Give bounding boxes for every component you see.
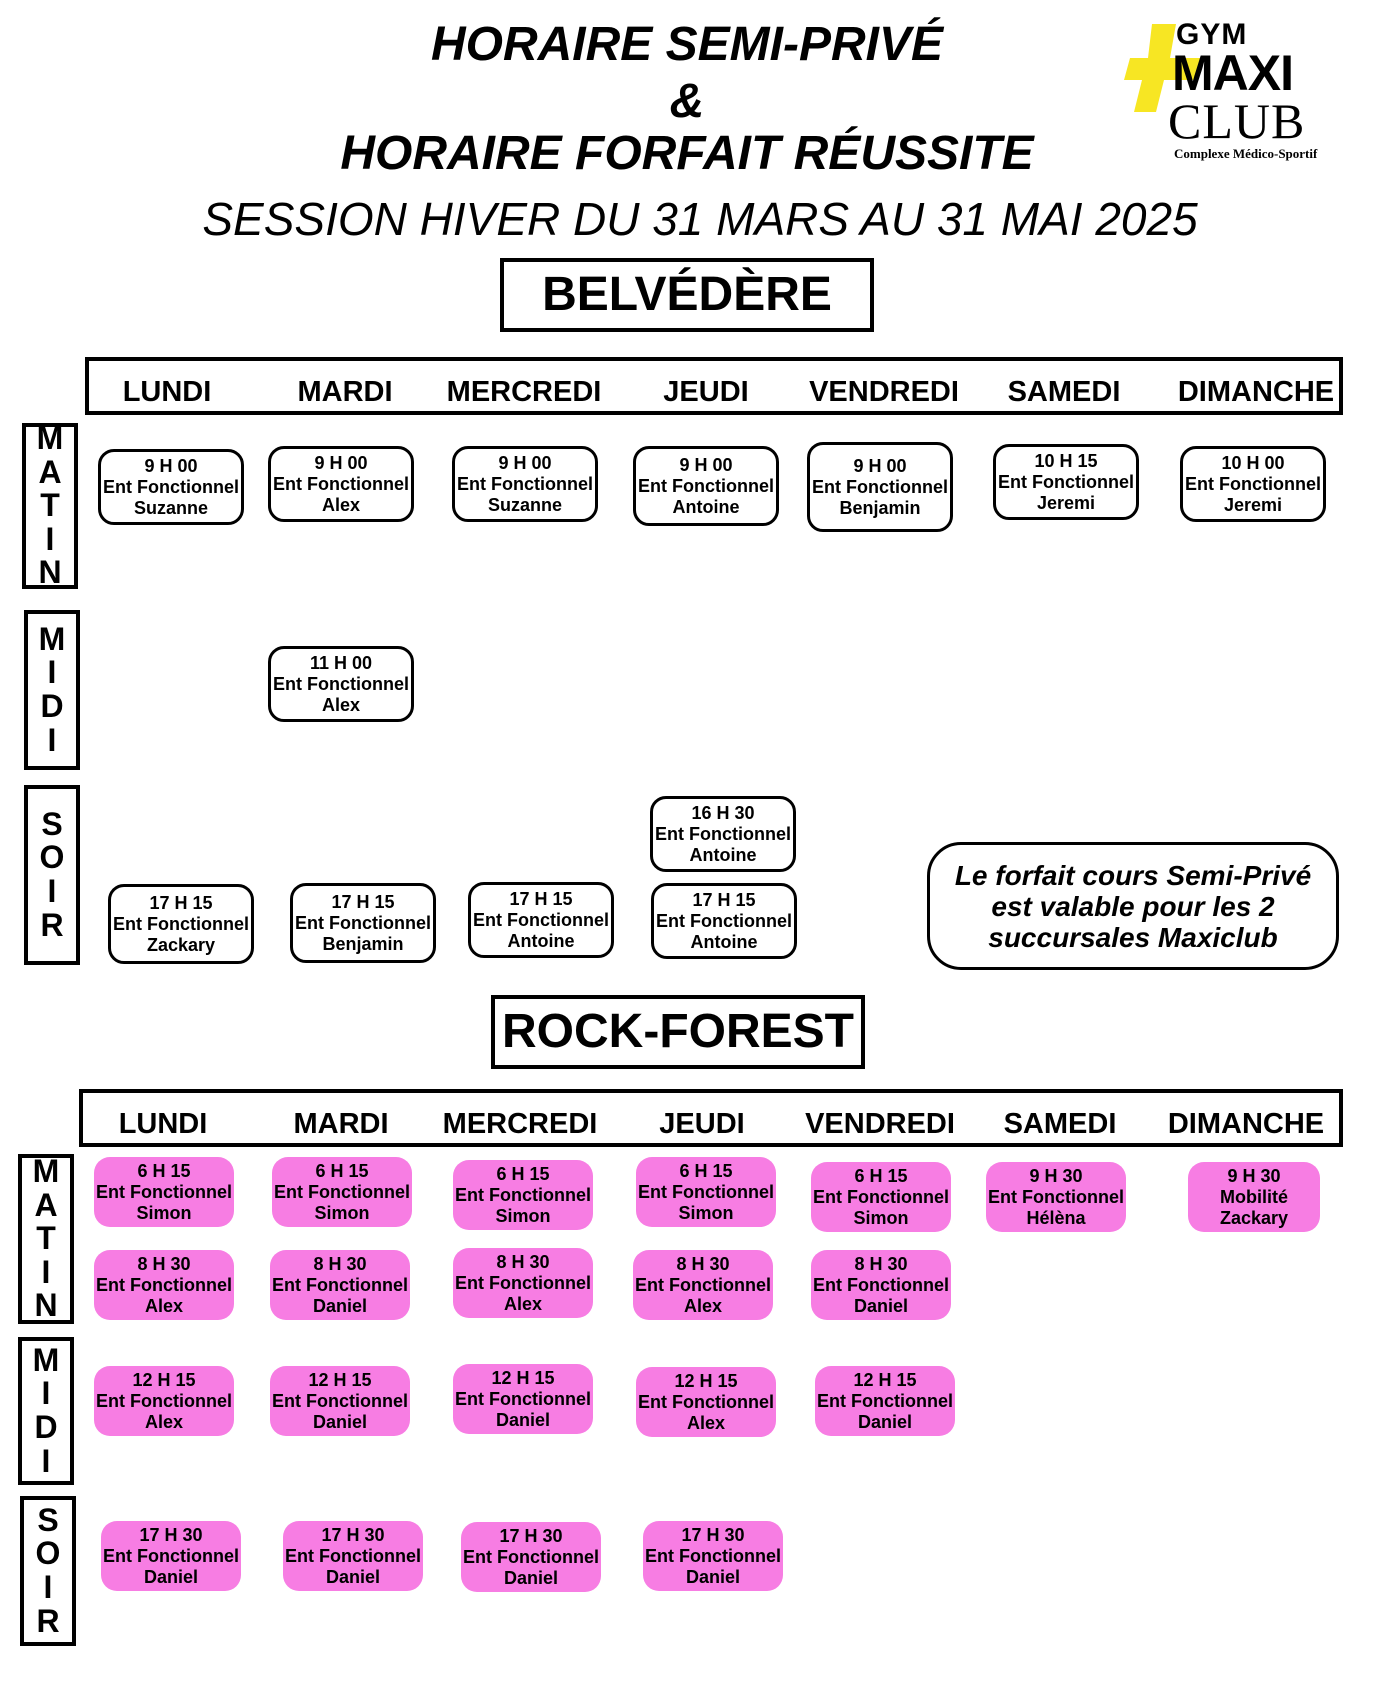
rockforest-slot-jeudi-matin-0830[interactable]: 8 H 30 Ent Fonctionnel Alex	[633, 1250, 773, 1320]
title-ampersand: &	[669, 75, 705, 128]
rockforest-slot-mercredi-matin-0830[interactable]: 8 H 30 Ent Fonctionnel Alex	[453, 1248, 593, 1318]
rockforest-period-matin: M A T I N	[18, 1154, 74, 1324]
rockforest-slot-vendredi-matin-0615[interactable]: 6 H 15 Ent Fonctionnel Simon	[811, 1162, 951, 1232]
rockforest-days-header	[79, 1089, 1343, 1147]
belvedere-slot-lundi-matin[interactable]: 9 H 00 Ent Fonctionnel Suzanne	[98, 449, 244, 525]
belvedere-day-vendredi: VENDREDI	[809, 376, 959, 408]
rockforest-slot-lundi-midi[interactable]: 12 H 15 Ent Fonctionnel Alex	[94, 1366, 234, 1436]
belvedere-slot-jeudi-soir-1630[interactable]: 16 H 30 Ent Fonctionnel Antoine	[650, 796, 796, 872]
rockforest-slot-mercredi-midi[interactable]: 12 H 15 Ent Fonctionnel Daniel	[453, 1364, 593, 1434]
logo-maxi-text: MAXI	[1172, 45, 1293, 101]
belvedere-slot-mardi-matin[interactable]: 9 H 00 Ent Fonctionnel Alex	[268, 446, 414, 522]
rockforest-slot-jeudi-midi[interactable]: 12 H 15 Ent Fonctionnel Alex	[636, 1367, 776, 1437]
belvedere-slot-mercredi-matin[interactable]: 9 H 00 Ent Fonctionnel Suzanne	[452, 446, 598, 522]
rockforest-day-mardi: MARDI	[293, 1108, 389, 1140]
logo-subtitle: Complexe Médico-Sportif	[1174, 146, 1318, 161]
rockforest-slot-jeudi-soir[interactable]: 17 H 30 Ent Fonctionnel Daniel	[643, 1521, 783, 1591]
belvedere-period-soir: S O I R	[24, 785, 80, 965]
rockforest-slot-jeudi-matin-0615[interactable]: 6 H 15 Ent Fonctionnel Simon	[636, 1157, 776, 1227]
rockforest-day-samedi: SAMEDI	[1003, 1108, 1117, 1140]
rockforest-period-midi: M I D I	[18, 1337, 74, 1485]
belvedere-days-header	[85, 357, 1343, 415]
logo-club-text: CLUB	[1168, 93, 1306, 149]
rockforest-slot-lundi-soir[interactable]: 17 H 30 Ent Fonctionnel Daniel	[101, 1521, 241, 1591]
rockforest-slot-mardi-midi[interactable]: 12 H 15 Ent Fonctionnel Daniel	[270, 1366, 410, 1436]
rockforest-slot-samedi-matin-0930[interactable]: 9 H 30 Ent Fonctionnel Hélèna	[986, 1162, 1126, 1232]
forfait-note-line3: succursales Maxiclub	[988, 921, 1278, 953]
belvedere-site-title: BELVÉDÈRE	[500, 258, 874, 332]
belvedere-day-samedi: SAMEDI	[1007, 376, 1121, 408]
belvedere-slot-mercredi-soir[interactable]: 17 H 15 Ent Fonctionnel Antoine	[468, 882, 614, 958]
belvedere-slot-jeudi-matin[interactable]: 9 H 00 Ent Fonctionnel Antoine	[633, 446, 779, 526]
belvedere-slot-samedi-matin[interactable]: 10 H 15 Ent Fonctionnel Jeremi	[993, 444, 1139, 520]
rockforest-slot-dimanche-matin-0930[interactable]: 9 H 30 Mobilité Zackary	[1188, 1162, 1320, 1232]
rockforest-period-soir: S O I R	[20, 1496, 76, 1646]
belvedere-day-jeudi: JEUDI	[663, 376, 749, 408]
rockforest-site-title: ROCK-FOREST	[491, 995, 865, 1069]
belvedere-slot-jeudi-soir-1715[interactable]: 17 H 15 Ent Fonctionnel Antoine	[651, 883, 797, 959]
rockforest-slot-mardi-matin-0830[interactable]: 8 H 30 Ent Fonctionnel Daniel	[270, 1250, 410, 1320]
rockforest-slot-mardi-soir[interactable]: 17 H 30 Ent Fonctionnel Daniel	[283, 1521, 423, 1591]
rockforest-day-dimanche: DIMANCHE	[1167, 1108, 1325, 1140]
belvedere-period-midi: M I D I	[24, 610, 80, 770]
belvedere-day-lundi: LUNDI	[122, 376, 212, 408]
logo-gym-text: GYM	[1176, 18, 1248, 51]
title-semi-prive: HORAIRE SEMI-PRIVÉ	[430, 18, 944, 71]
rockforest-day-lundi: LUNDI	[118, 1108, 208, 1140]
forfait-note-line2: est valable pour les 2	[991, 890, 1275, 922]
forfait-note-line1: Le forfait cours Semi-Privé	[954, 859, 1312, 891]
session-dates: SESSION HIVER DU 31 MARS AU 31 MAI 2025	[202, 193, 1198, 245]
forfait-note	[927, 842, 1339, 970]
belvedere-slot-mardi-soir[interactable]: 17 H 15 Ent Fonctionnel Benjamin	[290, 883, 436, 963]
belvedere-slot-lundi-soir[interactable]: 17 H 15 Ent Fonctionnel Zackary	[108, 884, 254, 964]
belvedere-slot-vendredi-matin[interactable]: 9 H 00 Ent Fonctionnel Benjamin	[807, 442, 953, 532]
rockforest-slot-lundi-matin-0830[interactable]: 8 H 30 Ent Fonctionnel Alex	[94, 1250, 234, 1320]
rockforest-slot-mercredi-soir[interactable]: 17 H 30 Ent Fonctionnel Daniel	[461, 1522, 601, 1592]
title-forfait-reussite: HORAIRE FORFAIT RÉUSSITE	[340, 127, 1034, 180]
gym-maxiclub-logo	[1124, 18, 1344, 168]
rockforest-slot-mardi-matin-0615[interactable]: 6 H 15 Ent Fonctionnel Simon	[272, 1157, 412, 1227]
rockforest-slot-lundi-matin-0615[interactable]: 6 H 15 Ent Fonctionnel Simon	[94, 1157, 234, 1227]
rockforest-day-mercredi: MERCREDI	[442, 1108, 598, 1140]
belvedere-day-mercredi: MERCREDI	[446, 376, 602, 408]
rockforest-slot-mercredi-matin-0615[interactable]: 6 H 15 Ent Fonctionnel Simon	[453, 1160, 593, 1230]
belvedere-day-mardi: MARDI	[297, 376, 393, 408]
belvedere-slot-dimanche-matin[interactable]: 10 H 00 Ent Fonctionnel Jeremi	[1180, 446, 1326, 522]
belvedere-slot-mardi-midi[interactable]: 11 H 00 Ent Fonctionnel Alex	[268, 646, 414, 722]
belvedere-day-dimanche: DIMANCHE	[1177, 376, 1335, 408]
rockforest-slot-vendredi-midi[interactable]: 12 H 15 Ent Fonctionnel Daniel	[815, 1366, 955, 1436]
rockforest-day-vendredi: VENDREDI	[805, 1108, 955, 1140]
rockforest-day-jeudi: JEUDI	[659, 1108, 745, 1140]
rockforest-slot-vendredi-matin-0830[interactable]: 8 H 30 Ent Fonctionnel Daniel	[811, 1250, 951, 1320]
belvedere-period-matin: M A T I N	[22, 423, 78, 589]
